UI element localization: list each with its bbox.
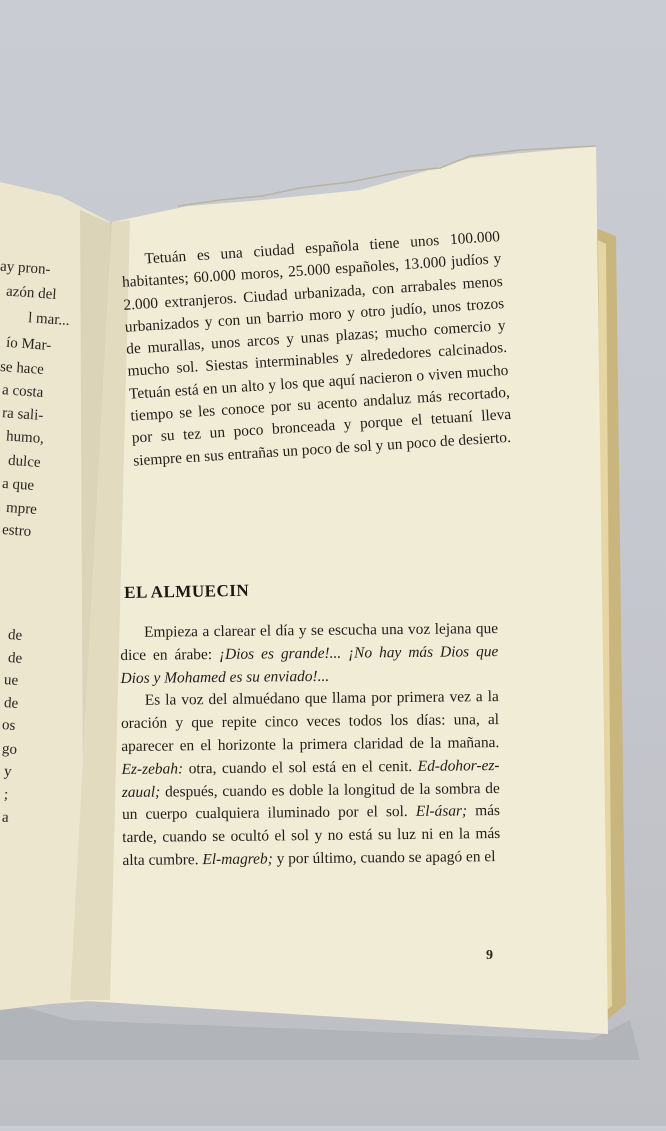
text-run: después, cuando es doble la longitud de la sombra de un cuerpo cualquiera iluminado por el sol. <box>121 779 500 824</box>
text-run: Empieza a clarear el día y se escucha una voz lejana que dice en árabe: <box>120 620 499 664</box>
left-line: de <box>3 695 19 712</box>
left-line: ay pron- <box>0 258 51 278</box>
left-line: l mar... <box>27 310 71 329</box>
italic-run: El-ásar; <box>415 802 468 821</box>
text-run: Es la voz del almuédano que llama por primera vez a la oración y que repite cinco veces todos los días: una, al aparecer en el horizonte la primera claridad de la mañana. <box>120 688 500 755</box>
paragraph-text: Tetuán es una ciudad española tiene unos 100.000 habitantes; 60.000 moros, 25.000 españoles, 13.000 judíos y 2.000 extranjeros. Ciudad urbanizada, con arrabales menos urbanizados y con un barrio moro y otro judío, unos trozos de murallas, unos arcos y unas plazas; mucho comercio y mucho sol. Siestas interminables y alrededores calcinados. Tetuán está en un alto y los que aquí nacieron o viven mucho tiempo se les conoce por su acento andaluz más recortado, por su tez un poco bronceada y porque el tetuaní lleva siempre en sus entrañas un poco de sol y un poco de desierto. <box>121 228 512 470</box>
left-line: dulce <box>7 452 42 471</box>
section-body <box>120 618 501 873</box>
left-line: go <box>1 740 18 758</box>
left-line: se hace <box>0 358 45 378</box>
left-line: ra sali- <box>1 405 44 424</box>
paragraph-2 <box>120 618 499 690</box>
left-line: mpre <box>5 499 38 518</box>
page-paragraph-1 <box>120 226 513 472</box>
section-heading: EL ALMUECIN <box>124 580 250 602</box>
left-line: ío Mar- <box>5 334 52 354</box>
left-line: y <box>3 763 13 780</box>
italic-run: El-magreb; <box>202 850 273 869</box>
text-run: más tarde, cuando se ocultó el sol y no está su luz ni en la más alta cumbre. <box>122 802 501 869</box>
left-line: estro <box>1 521 32 540</box>
italic-run: ¡Dios es grande!... ¡No hay más Dios que Dios y Mohamed es su enviado!... <box>120 642 499 687</box>
left-line: ue <box>3 672 19 689</box>
italic-run: Ed-dohor-ez-zaual; <box>121 756 500 801</box>
text-run: y por último, cuando se apagó en el <box>272 848 496 868</box>
left-line: de <box>7 650 23 667</box>
left-line: ; <box>3 786 9 803</box>
paragraph-3 <box>121 686 501 872</box>
left-line: de <box>7 627 23 644</box>
left-line: a <box>1 809 10 826</box>
left-line: humo, <box>5 428 45 447</box>
text-run: otra, cuando el sol está en el cenit. <box>183 757 418 778</box>
left-line: azón del <box>5 283 57 303</box>
left-line: a costa <box>1 382 44 401</box>
left-line: a que <box>1 475 35 494</box>
italic-run: Ez-zebah: <box>121 760 184 778</box>
left-line: os <box>1 717 16 734</box>
page-number: 9 <box>486 948 493 963</box>
